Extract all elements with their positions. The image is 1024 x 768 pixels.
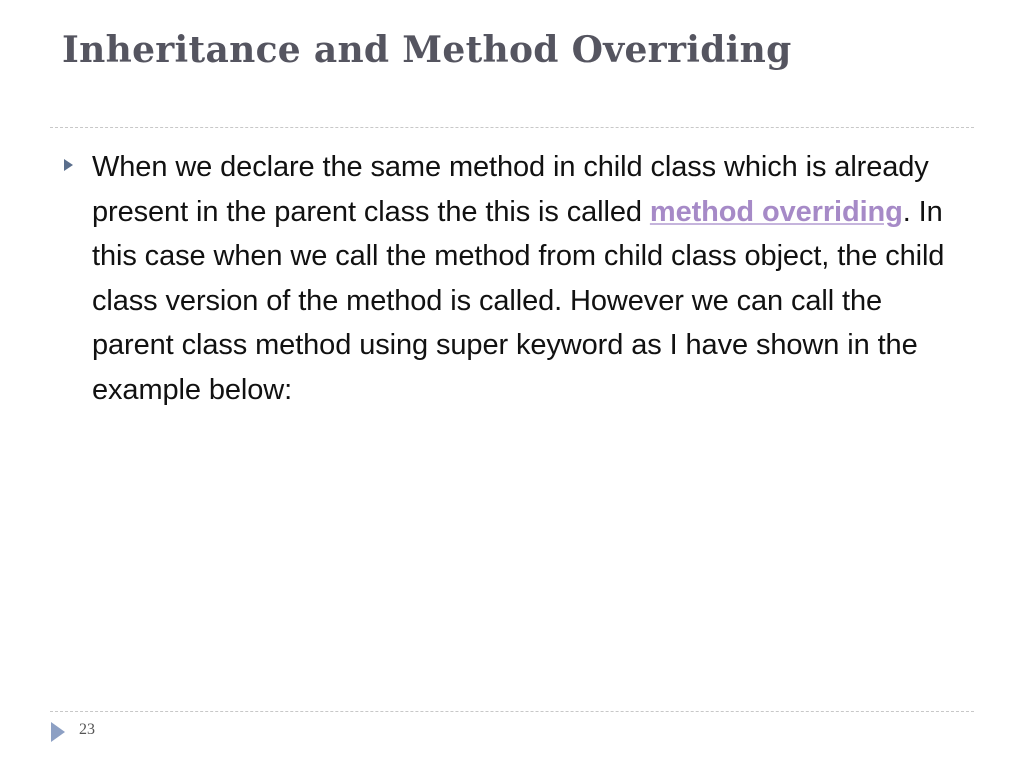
bullet-text-after: . In this case when we call the method from child class object, the child class version of the method is called. However we can call the parent class method using super keyword as I have shown in the example below: (92, 195, 945, 406)
triangle-bullet-icon (64, 159, 73, 171)
slide-marker-icon (51, 722, 65, 742)
method-overriding-link[interactable]: method overriding (649, 195, 903, 228)
slide-number: 23 (79, 721, 95, 738)
bullet-text-before: When we declare the same method in child class which is already present in the parent class the this is called (92, 151, 929, 228)
bullet-text (92, 145, 970, 412)
footer-divider (50, 711, 974, 712)
bullet-item (60, 145, 970, 412)
slide-title: Inheritance and Method Overriding (62, 29, 792, 71)
title-divider (50, 127, 974, 128)
